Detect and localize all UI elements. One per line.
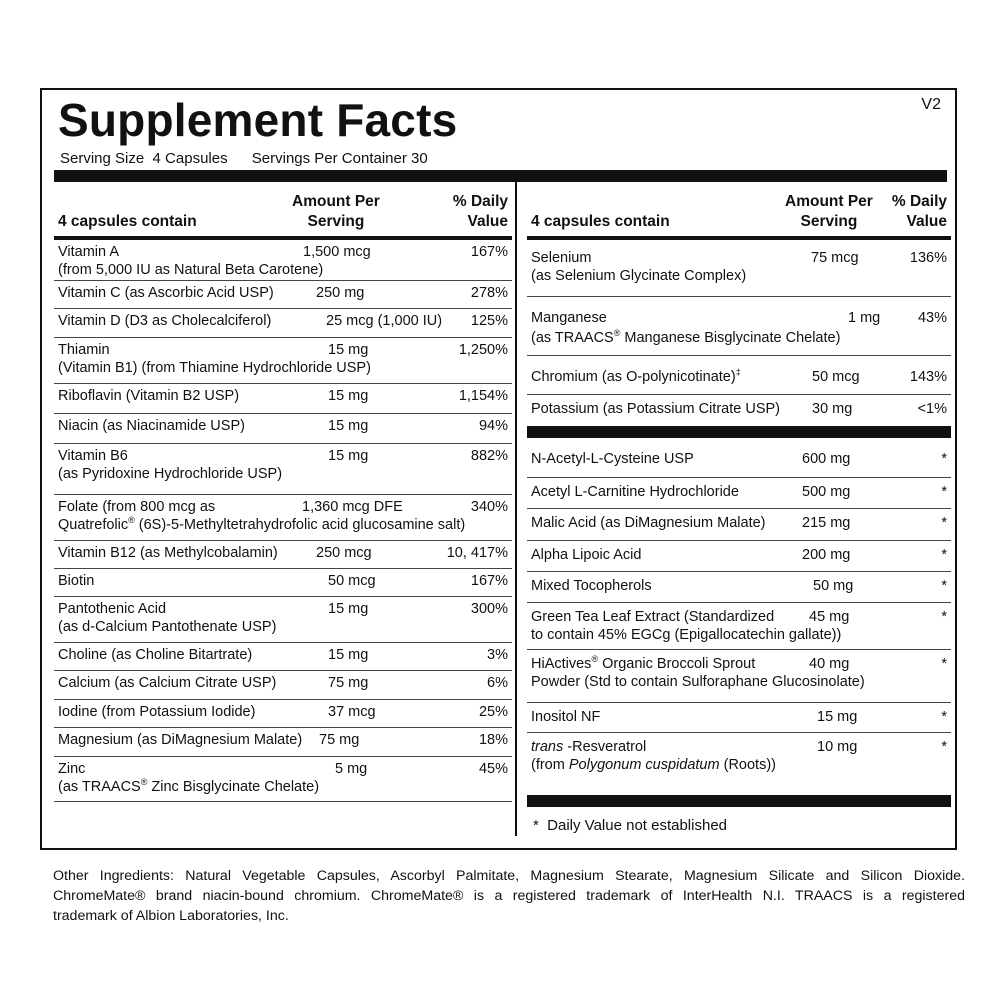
nutrient-name: Magnesium (as DiMagnesium Malate) (58, 732, 303, 748)
source-text: Quatrefolic (58, 517, 129, 533)
nutrient-row (54, 240, 512, 281)
source-text: (Roots)) (719, 757, 776, 773)
nutrient-dv: 278% (470, 285, 508, 301)
nutrient-amount: 37 mcg (328, 704, 376, 720)
nutrient-source: (as Pyridoxine Hydrochloride USP) (58, 466, 283, 482)
supplement-facts-panel (40, 88, 957, 850)
serving-info (60, 150, 428, 167)
servings-per-container: Servings Per Container 30 (251, 150, 428, 167)
left-header (54, 182, 512, 240)
nutrient-amount: 15 mg (328, 388, 369, 404)
ingredient-dv: * (941, 451, 947, 467)
name-text: Organic Broccoli Sprout (598, 656, 756, 672)
nutrient-amount: 1,360 mcg DFE (302, 499, 403, 515)
header-dv-l1: % Daily (452, 193, 508, 210)
ingredient-amount: 10 mg (817, 739, 858, 755)
ingredient-name: Mixed Tocopherols (531, 578, 652, 594)
header-contain: 4 capsules contain (58, 213, 197, 230)
nutrient-dv: 3% (487, 647, 508, 663)
nutrient-dv: 18% (478, 732, 508, 748)
nutrient-name: Riboflavin (Vitamin B2 USP) (58, 388, 240, 404)
nutrient-amount: 1,500 mcg (303, 244, 371, 260)
nutrient-amount: 75 mg (328, 675, 369, 691)
ingredient-row (527, 572, 951, 603)
nutrient-row (527, 395, 951, 426)
nutrient-row (54, 597, 512, 643)
source-text: (from (531, 757, 569, 773)
ingredient-name (531, 738, 646, 756)
nutrient-amount: 75 mg (319, 732, 360, 748)
nutrient-dv: 6% (487, 675, 508, 691)
name-text: HiActives (531, 656, 592, 672)
registered-mark: ® (128, 515, 135, 526)
ingredient-name: Inositol NF (531, 709, 601, 725)
header-amount-l1: Amount Per (292, 193, 380, 210)
nutrient-amount: 15 mg (328, 448, 369, 464)
nutrient-dv: 1,250% (458, 342, 508, 358)
ingredient-amount: 200 mg (802, 547, 851, 563)
nutrient-amount: 50 mcg (328, 573, 376, 589)
nutrient-dv: 94% (478, 418, 508, 434)
nutrient-dv: 882% (470, 448, 508, 464)
nutrient-amount: 15 mg (328, 647, 369, 663)
ingredient-row (527, 733, 951, 795)
nutrient-dv: 300% (470, 601, 508, 617)
nutrient-row (54, 495, 512, 541)
nutrient-amount: 15 mg (328, 342, 369, 358)
ingredient-row (527, 509, 951, 541)
nutrient-dv: <1% (917, 401, 947, 417)
nutrient-amount: 75 mcg (811, 250, 859, 266)
nutrient-dv: 25% (478, 704, 508, 720)
ingredient-dv: * (941, 609, 947, 625)
header-dv (892, 192, 947, 232)
nutrient-row (54, 541, 512, 569)
nutrient-name: Vitamin B6 (58, 448, 128, 464)
ingredient-dv: * (941, 739, 947, 755)
ingredient-dv: * (941, 656, 947, 672)
nutrient-name: Selenium (531, 250, 592, 266)
source-text: (as TRAACS (58, 779, 141, 795)
ingredient-name: N-Acetyl-L-Cysteine USP (531, 451, 694, 467)
ingredient-dv: * (941, 578, 947, 594)
nutrient-source (531, 329, 840, 347)
nutrient-dv: 143% (909, 369, 947, 385)
nutrient-name: Thiamin (58, 342, 110, 358)
nutrient-row (54, 281, 512, 309)
name-text: -Resveratrol (563, 739, 647, 755)
ingredient-amount: 40 mg (809, 656, 850, 672)
source-text: Manganese Bisglycinate Chelate) (620, 330, 841, 346)
nutrient-dv: 45% (478, 761, 508, 777)
ingredient-row (527, 478, 951, 509)
ingredient-source: Powder (Std to contain Sulforaphane Glucosinolate) (531, 674, 865, 690)
nutrient-amount: 250 mcg (316, 545, 372, 561)
nutrient-row (54, 338, 512, 384)
serving-size: Serving Size 4 Capsules (60, 150, 228, 167)
trademark-line: trademark of Albion Laboratories, Inc. (53, 908, 289, 924)
header-dv (453, 192, 508, 232)
nutrient-amount: 50 mcg (812, 369, 860, 385)
nutrient-source: (as d-Calcium Pantothenate USP) (58, 619, 277, 635)
nutrient-source (58, 516, 465, 534)
nutrient-row (54, 569, 512, 597)
nutrient-dv: 125% (470, 313, 508, 329)
ingredient-source (531, 756, 776, 774)
source-text: Zinc Bisglycinate Chelate) (147, 779, 320, 795)
nutrient-row (527, 297, 951, 356)
nutrient-amount: 1 mg (848, 310, 881, 326)
ingredient-amount: 45 mg (809, 609, 850, 625)
nutrient-row (527, 240, 951, 297)
registered-mark: ® (140, 777, 148, 788)
nutrient-dv: 1,154% (458, 388, 508, 404)
nutrient-name: Calcium (as Calcium Citrate USP) (58, 675, 277, 691)
nutrient-source (58, 778, 319, 796)
ingredient-dv: * (941, 515, 947, 531)
right-header (527, 182, 951, 240)
nutrient-name: Folate (from 800 mcg as (58, 499, 216, 515)
nutrient-row (54, 671, 512, 700)
top-bar (54, 170, 947, 182)
left-column (54, 182, 512, 802)
nutrient-source: (Vitamin B1) (from Thiamine Hydrochloride USP) (58, 360, 371, 376)
nutrient-row (54, 728, 512, 757)
header-amount-l2: Serving (800, 213, 858, 230)
ingredient-row (527, 703, 951, 733)
header-contain: 4 capsules contain (531, 213, 670, 230)
source-text: (as TRAACS (531, 330, 614, 346)
nutrient-name: Vitamin D (D3 as Cholecalciferol) (58, 313, 272, 329)
other-ingredients (53, 866, 965, 926)
nutrient-row (54, 444, 512, 495)
nutrient-amount: 15 mg (328, 601, 369, 617)
ingredient-amount: 215 mg (802, 515, 851, 531)
header-dv-l2: Value (467, 213, 508, 230)
nutrient-name: Manganese (531, 310, 607, 326)
nutrient-row (527, 356, 951, 395)
nutrient-name: Vitamin C (as Ascorbic Acid USP) (58, 285, 274, 301)
right-column (527, 182, 951, 834)
nutrient-name: Choline (as Choline Bitartrate) (58, 647, 253, 663)
ingredient-row (527, 541, 951, 572)
ingredient-name: Green Tea Leaf Extract (Standardized (531, 609, 775, 625)
ingredient-amount: 50 mg (813, 578, 854, 594)
nutrient-dv: 340% (470, 499, 508, 515)
ingredient-name: Alpha Lipoic Acid (531, 547, 642, 563)
nutrient-source: (from 5,000 IU as Natural Beta Carotene) (58, 262, 324, 278)
ingredient-amount: 500 mg (802, 484, 851, 500)
nutrient-row (54, 643, 512, 671)
name-text: Chromium (as O-polynicotinate) (531, 369, 736, 385)
header-amount (785, 192, 873, 232)
header-amount (292, 192, 380, 232)
ingredient-name: Malic Acid (as DiMagnesium Malate) (531, 515, 766, 531)
nutrient-dv: 167% (470, 573, 508, 589)
header-dv-l1: % Daily (891, 193, 947, 210)
header-amount-l2: Serving (307, 213, 365, 230)
nutrient-name: Niacin (as Niacinamide USP) (58, 418, 245, 434)
nutrient-source: (as Selenium Glycinate Complex) (531, 268, 747, 284)
nutrient-amount: 25 mcg (1,000 IU) (326, 313, 443, 329)
ingredient-dv: * (941, 484, 947, 500)
nutrient-dv: 10, 417% (446, 545, 508, 561)
nutrient-row (54, 309, 512, 338)
nutrient-row (54, 700, 512, 728)
ingredient-dv: * (941, 547, 947, 563)
nutrient-amount: 250 mg (316, 285, 365, 301)
source-italic: Polygonum cuspidatum (568, 757, 720, 773)
panel-title: Supplement Facts (58, 94, 458, 146)
header-dv-l2: Value (906, 213, 947, 230)
nutrient-name: Pantothenic Acid (58, 601, 167, 617)
nutrient-amount: 5 mg (335, 761, 368, 777)
ingredient-row (527, 650, 951, 703)
trademark-line: ChromeMate® brand niacin-bound chromium. ChromeMate® is a registered trademark of InterHealth N.I. TRAACS is a registered (53, 888, 965, 904)
nutrient-name: Zinc (58, 761, 86, 777)
ingredient-name (531, 655, 755, 673)
ingredient-amount: 600 mg (802, 451, 851, 467)
nutrient-name: Biotin (58, 573, 95, 589)
name-italic: trans (531, 739, 564, 755)
ingredient-name: Acetyl L-Carnitine Hydrochloride (531, 484, 739, 500)
nutrient-row (54, 414, 512, 444)
ingredient-source: to contain 45% EGCg (Epigallocatechin gallate)) (531, 627, 842, 643)
ingredient-amount: 15 mg (817, 709, 858, 725)
double-dagger-mark: ‡ (735, 367, 741, 378)
version-label: V2 (921, 96, 941, 113)
nutrient-name: Iodine (from Potassium Iodide) (58, 704, 256, 720)
daily-value-footnote: * Daily Value not established (533, 817, 728, 834)
nutrient-amount: 15 mg (328, 418, 369, 434)
nutrient-name: Vitamin B12 (as Methylcobalamin) (58, 545, 278, 561)
section-bar (527, 426, 951, 438)
nutrient-name (531, 368, 741, 386)
registered-mark: ® (613, 328, 621, 339)
registered-mark: ® (591, 654, 599, 665)
column-divider (515, 182, 517, 836)
nutrient-dv: 167% (470, 244, 508, 260)
nutrient-dv: 136% (909, 250, 947, 266)
ingredient-dv: * (941, 709, 947, 725)
nutrient-row (54, 757, 512, 802)
nutrient-dv: 43% (917, 310, 947, 326)
section-bar (527, 795, 951, 807)
other-ingredients-line: Other Ingredients: Natural Vegetable Capsules, Ascorbyl Palmitate, Magnesium Stearate, Magnesium Silicate and Silicon Dioxide. (53, 868, 965, 884)
header-amount-l1: Amount Per (785, 193, 873, 210)
nutrient-amount: 30 mg (812, 401, 853, 417)
source-text: (6S)-5-Methyltetrahydrofolic acid glucosamine salt) (134, 517, 466, 533)
nutrient-name: Potassium (as Potassium Citrate USP) (531, 401, 780, 417)
nutrient-name: Vitamin A (58, 244, 119, 260)
ingredient-row (527, 603, 951, 650)
ingredient-row (527, 438, 951, 478)
nutrient-row (54, 384, 512, 414)
